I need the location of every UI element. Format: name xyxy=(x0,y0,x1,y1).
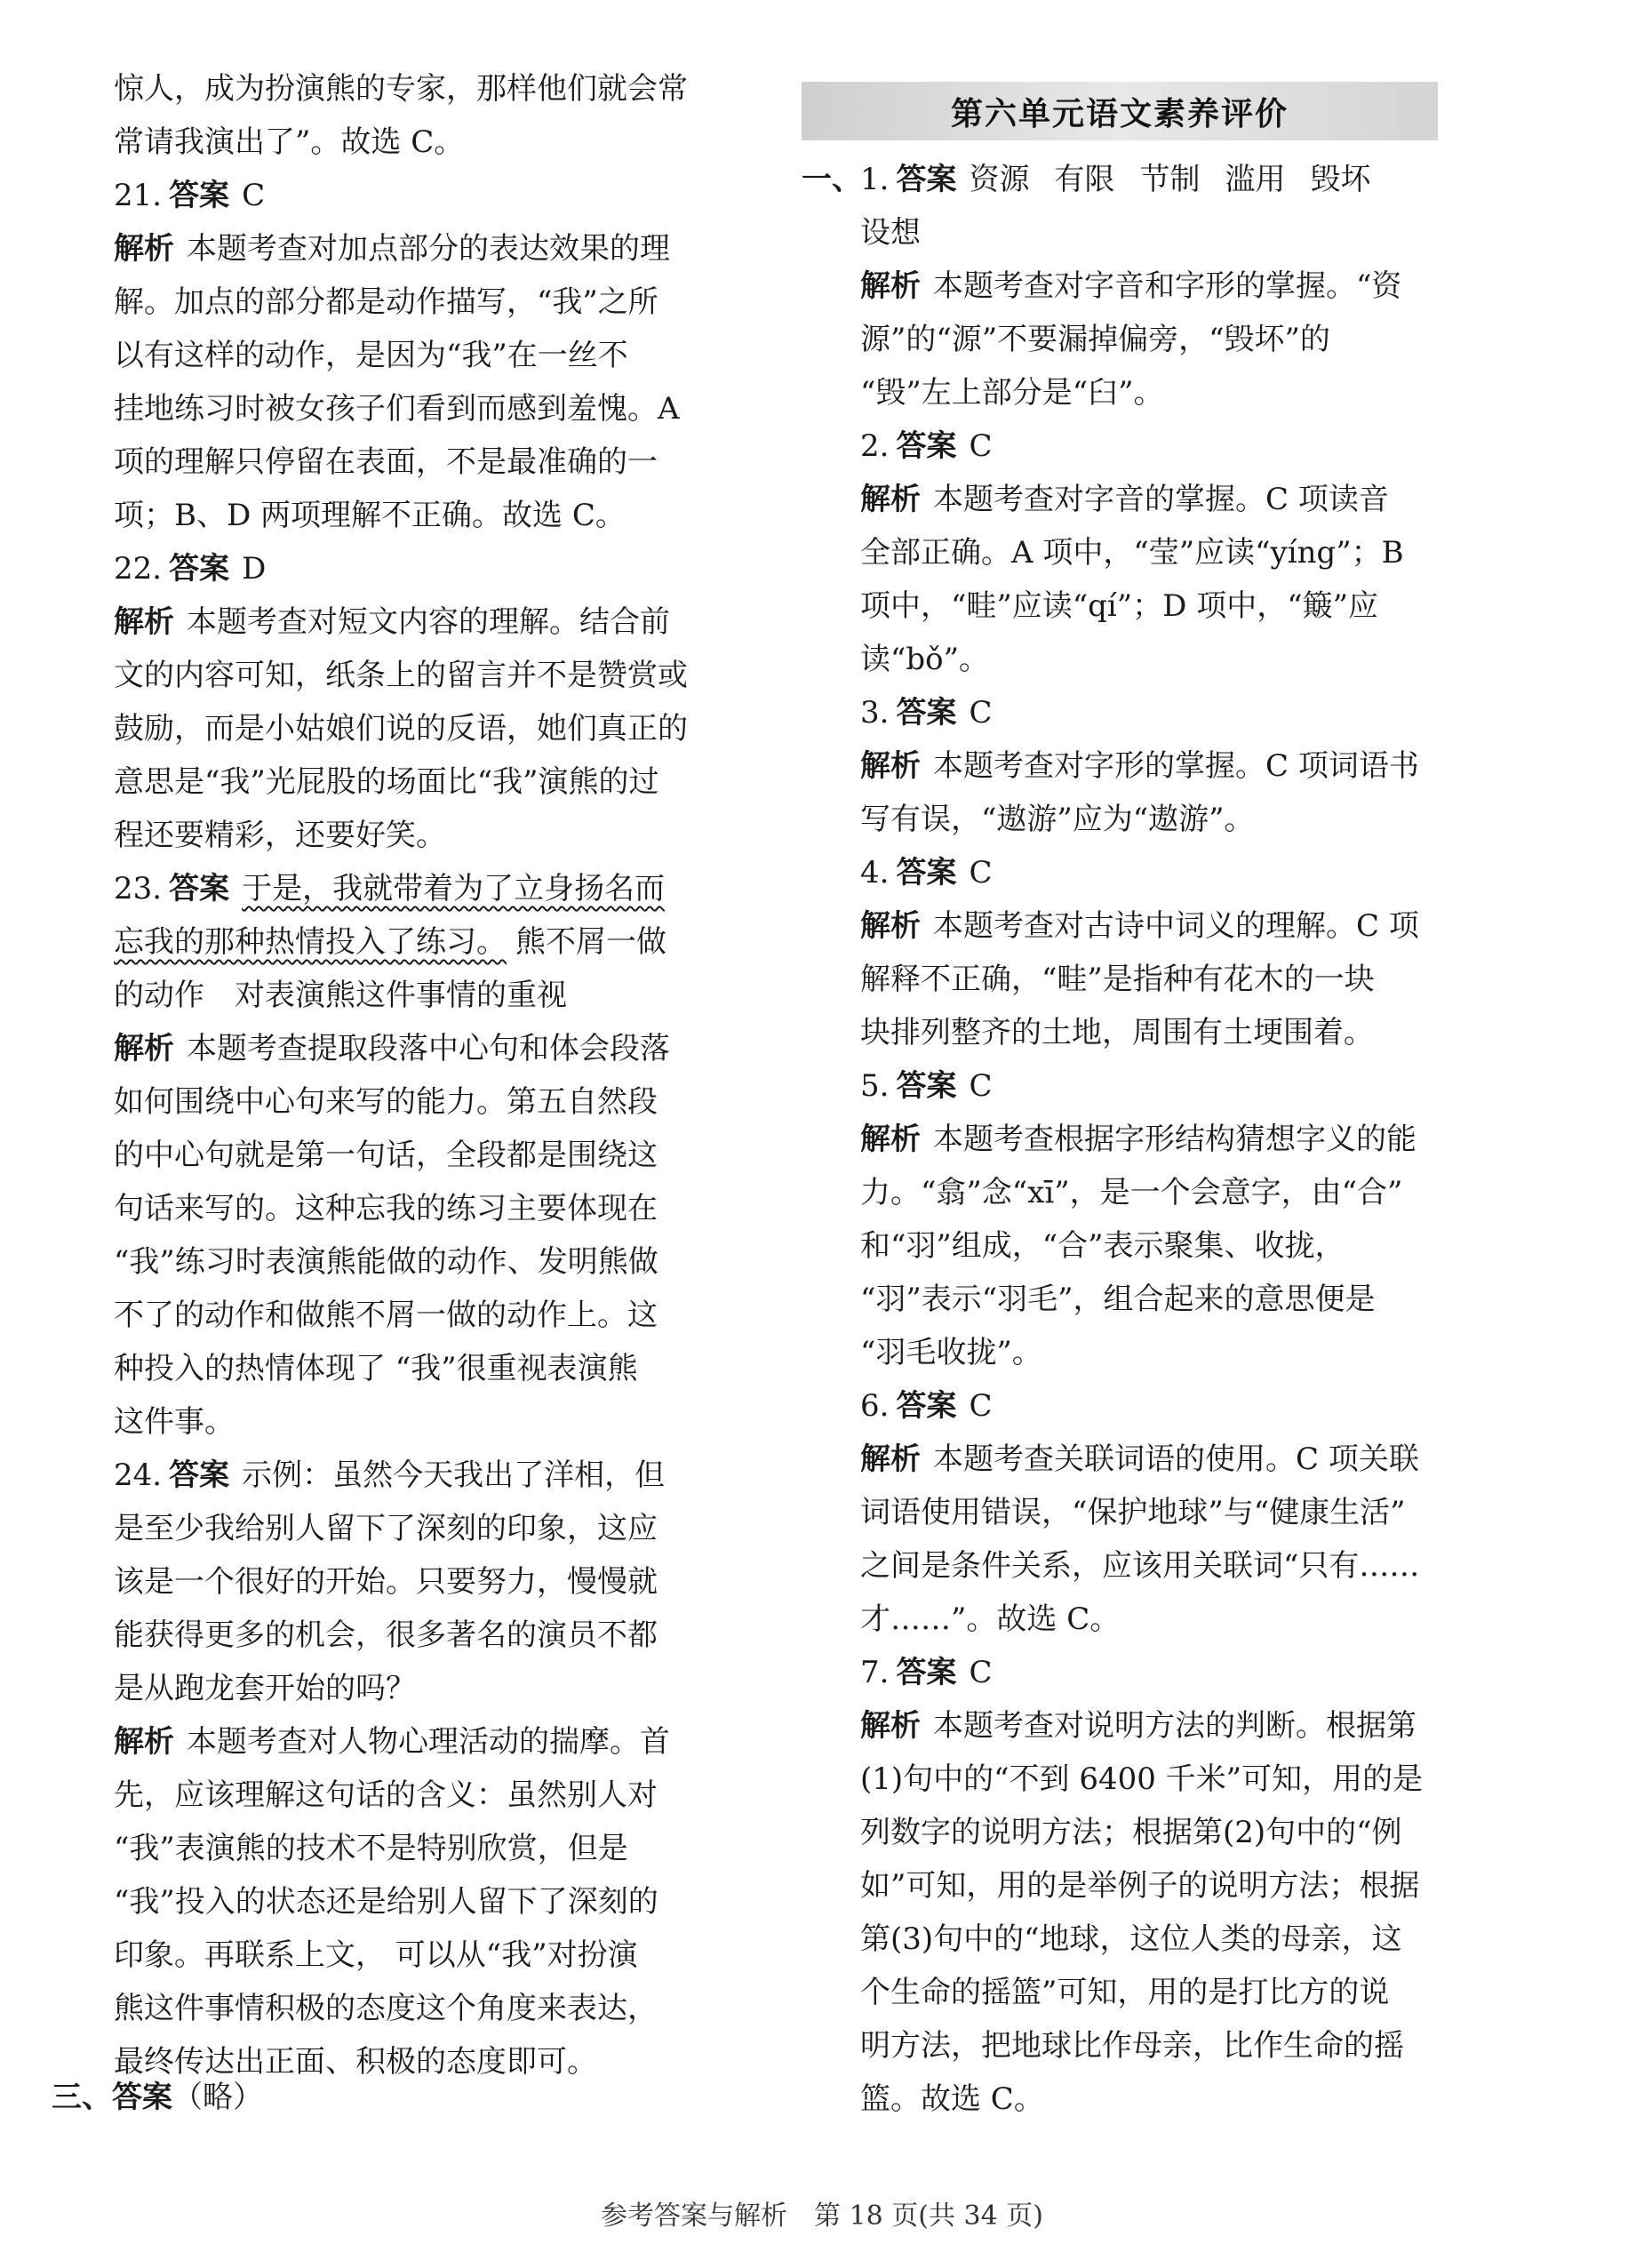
text-line: “羽”表示“羽毛”，组合起来的意思便是 xyxy=(860,1282,1376,1317)
question-number: 23. xyxy=(114,871,163,906)
unit-title: 第六单元语文素养评价 xyxy=(950,95,1289,132)
q1-answer xyxy=(802,153,1440,206)
answer-label: 答案 xyxy=(896,1655,957,1690)
analysis-text: 本题考查对古诗中词义的理解。C 项 xyxy=(933,908,1419,944)
q22-answer xyxy=(114,542,684,595)
analysis-text: 本题考查对字形的掌握。C 项词语书 xyxy=(933,748,1419,784)
text-line: 个生命的摇篮”可知，用的是打比方的说 xyxy=(860,1975,1390,2010)
text-line: 如何围绕中心句来写的能力。第五自然段 xyxy=(114,1084,658,1120)
answer-value: C xyxy=(969,695,993,731)
text-line: 如”可知，用的是举例子的说明方法；根据 xyxy=(860,1868,1420,1904)
answer-label: 答案 xyxy=(896,162,957,197)
question-number: 24. xyxy=(114,1457,163,1493)
unit-title-banner xyxy=(802,82,1438,140)
q24-analysis xyxy=(114,1715,684,1769)
q6-answer xyxy=(860,1379,1440,1433)
text-line: 是至少我给别人留下了深刻的印象，这应 xyxy=(114,1511,658,1546)
text-line: 鼓励，而是小姑娘们说的反语，她们真正的 xyxy=(114,711,688,747)
answer-word: 滥用 xyxy=(1225,162,1286,197)
analysis-label: 解析 xyxy=(860,748,921,784)
wavy-underlined-text: 于是，我就带着为了立身扬名而 xyxy=(242,871,666,906)
analysis-text: 本题考查对短文内容的理解。结合前 xyxy=(187,604,670,640)
text-line: 惊人，成为扮演熊的专家，那样他们就会常 xyxy=(114,71,688,107)
text-line: 之间是条件关系，应该用关联词“只有…… xyxy=(860,1548,1420,1584)
analysis-label: 解析 xyxy=(860,1708,921,1744)
answer-word: 资源 xyxy=(969,162,1030,197)
analysis-text: 本题考查对说明方法的判断。根据第 xyxy=(933,1708,1417,1744)
text-line: 力。“翕”念“xī”，是一个会意字，由“合” xyxy=(860,1175,1403,1210)
answer-value: C xyxy=(969,855,993,890)
text-line: 常请我演出了”。故选 C。 xyxy=(114,124,465,160)
answer-text: 示例：虽然今天我出了洋相，但 xyxy=(242,1457,666,1493)
question-number: 3. xyxy=(860,695,890,731)
answer-word: 节制 xyxy=(1139,162,1201,197)
analysis-text: 本题考查根据字形结构猜想字义的能 xyxy=(933,1122,1417,1157)
text-line: 不了的动作和做熊不屑一做的动作上。这 xyxy=(114,1298,658,1333)
analysis-text: 本题考查对字音的掌握。C 项读音 xyxy=(933,482,1389,517)
question-number: 4. xyxy=(860,855,890,890)
q4-answer xyxy=(860,846,1440,899)
text-line: 是从跑龙套开始的吗？ xyxy=(114,1671,416,1706)
answer-word: 有限 xyxy=(1054,162,1115,197)
q5-answer xyxy=(860,1059,1440,1113)
q2-analysis xyxy=(860,473,1440,526)
text-line: “我”表演熊的技术不是特别欣赏，但是 xyxy=(114,1831,628,1866)
text-line: 写有误，“遨游”应为“遨游”。 xyxy=(860,802,1255,837)
question-number: 6. xyxy=(860,1388,890,1424)
q5-analysis xyxy=(860,1113,1440,1166)
text-line: 最终传达出正面、积极的态度即可。 xyxy=(114,2044,597,2080)
text-line: 项；B、D 两项理解不正确。故选 C。 xyxy=(114,498,626,533)
text-line: 第(3)句中的“地球，这位人类的母亲，这 xyxy=(860,1921,1402,1957)
text-line: 的动作 对表演熊这件事情的重视 xyxy=(114,978,567,1013)
q1-analysis xyxy=(860,260,1440,313)
q2-answer xyxy=(860,419,1440,473)
text-line: “我”练习时表演熊能做的动作、发明熊做 xyxy=(114,1244,658,1280)
text-line: 全部正确。A 项中，“莹”应读“yíng”；B xyxy=(860,535,1404,571)
answer-label: 答案 xyxy=(896,1068,957,1104)
text-line: 以有这样的动作，是因为“我”在一丝不 xyxy=(114,338,628,373)
answer-value: C xyxy=(242,178,266,213)
analysis-label: 解析 xyxy=(114,1724,174,1760)
analysis-text: 本题考查对加点部分的表达效果的理 xyxy=(187,231,670,267)
text-line: 的中心句就是第一句话，全段都是围绕这 xyxy=(114,1138,658,1173)
q23-analysis xyxy=(114,1022,684,1075)
text-line: 列数字的说明方法；根据第(2)句中的“例 xyxy=(860,1815,1402,1850)
q21-analysis xyxy=(114,222,684,276)
analysis-label: 解析 xyxy=(114,1031,174,1066)
answer-value: D xyxy=(242,551,267,587)
text-line: 块排列整齐的土地，周围有土埂围着。 xyxy=(860,1015,1374,1050)
text-line: “羽毛收拢”。 xyxy=(860,1335,1042,1370)
section-number: 一、 xyxy=(802,162,862,197)
q3-answer xyxy=(860,686,1440,739)
answer-label: 答案 xyxy=(169,178,230,213)
text-line: 解释不正确，“畦”是指种有花木的一块 xyxy=(860,962,1375,997)
question-number: 2. xyxy=(860,428,890,464)
answer-label: 答案 xyxy=(896,695,957,731)
text-line: 和“羽”组成，“合”表示聚集、收拢， xyxy=(860,1228,1345,1264)
section-number: 三、 xyxy=(52,2080,112,2115)
answer-value: C xyxy=(969,1068,993,1104)
analysis-label: 解析 xyxy=(860,482,921,517)
answer-value: C xyxy=(969,1655,993,1690)
answer-label: 答案 xyxy=(169,871,230,906)
analysis-label: 解析 xyxy=(860,908,921,944)
q7-answer xyxy=(860,1646,1440,1699)
text-line: 项的理解只停留在表面，不是最准确的一 xyxy=(114,444,658,480)
text-line: 才……”。故选 C。 xyxy=(860,1601,1121,1637)
analysis-text: 本题考查关联词语的使用。C 项关联 xyxy=(933,1441,1419,1477)
q4-analysis xyxy=(860,899,1440,953)
answer-word: 设想 xyxy=(860,215,921,251)
text-line: 这件事。 xyxy=(114,1404,235,1440)
q6-analysis xyxy=(860,1433,1440,1486)
wavy-underlined-text: 忘我的那种热情投入了练习。 xyxy=(114,924,507,960)
text-line: 能获得更多的机会，很多著名的演员不都 xyxy=(114,1617,658,1653)
text-line: 明方法，把地球比作母亲，比作生命的摇 xyxy=(860,2028,1404,2064)
text-line: “毁”左上部分是“臼”。 xyxy=(860,375,1164,411)
answer-label: 答案 xyxy=(896,428,957,464)
question-number: 7. xyxy=(860,1655,890,1690)
analysis-label: 解析 xyxy=(114,604,174,640)
q21-answer xyxy=(114,169,684,222)
question-number: 5. xyxy=(860,1068,890,1104)
text-line: 文的内容可知，纸条上的留言并不是赞赏或 xyxy=(114,658,688,693)
answer-label: 答案 xyxy=(169,551,230,587)
text-line: 挂地练习时被女孩子们看到而感到羞愧。A xyxy=(114,391,680,427)
right-column xyxy=(802,153,1440,2126)
analysis-label: 解析 xyxy=(860,1122,921,1157)
question-number: 22. xyxy=(114,551,163,587)
q3-analysis xyxy=(860,739,1440,793)
q24-answer xyxy=(114,1449,684,1502)
text-line: 意思是“我”光屁股的场面比“我”演熊的过 xyxy=(114,764,659,800)
text-line: 程还要精彩，还要好笑。 xyxy=(114,818,446,853)
q23-answer xyxy=(114,862,684,915)
analysis-text: 本题考查对人物心理活动的揣摩。首 xyxy=(187,1724,670,1760)
question-number: 21. xyxy=(114,178,163,213)
text-line: 解。加点的部分都是动作描写，“我”之所 xyxy=(114,284,658,320)
analysis-text: 本题考查对字音和字形的掌握。“资 xyxy=(933,268,1402,304)
text-line: 篮。故选 C。 xyxy=(860,2081,1044,2117)
answer-value: C xyxy=(969,1388,993,1424)
page-footer: 参考答案与解析 第 18 页(共 34 页) xyxy=(601,2200,1043,2232)
text-line: “我”投入的状态还是给别人留下了深刻的 xyxy=(114,1884,658,1920)
analysis-label: 解析 xyxy=(860,268,921,304)
text-line: 印象。再联系上文， 可以从“我”对扮演 xyxy=(114,1937,638,1973)
section-3-answer xyxy=(52,2071,263,2124)
answer-label: 答案 xyxy=(896,855,957,890)
analysis-label: 解析 xyxy=(114,231,174,267)
q22-analysis xyxy=(114,595,684,649)
answer-value: （略） xyxy=(172,2080,263,2115)
answer-text: 熊不屑一做 xyxy=(515,924,666,960)
text-line: 项中，“畦”应读“qí”；D 项中，“簸”应 xyxy=(860,588,1378,624)
analysis-text: 本题考查提取段落中心句和体会段落 xyxy=(187,1031,670,1066)
answer-label: 答案 xyxy=(112,2080,172,2115)
q23-answer-cont xyxy=(114,915,684,969)
answer-word: 毁坏 xyxy=(1310,162,1371,197)
left-column xyxy=(114,62,688,2088)
question-number: 1. xyxy=(860,162,890,197)
text-line: 词语使用错误，“保护地球”与“健康生活” xyxy=(860,1495,1406,1530)
answer-label: 答案 xyxy=(169,1457,230,1493)
text-line: (1)句中的“不到 6400 千米”可知，用的是 xyxy=(860,1761,1424,1797)
text-line: 熊这件事情积极的态度这个角度来表达， xyxy=(114,1991,658,2026)
q7-analysis xyxy=(860,1699,1440,1753)
analysis-label: 解析 xyxy=(860,1441,921,1477)
text-line: 该是一个很好的开始。只要努力，慢慢就 xyxy=(114,1564,658,1600)
answer-value: C xyxy=(969,428,993,464)
text-line: 句话来写的。这种忘我的练习主要体现在 xyxy=(114,1191,658,1226)
text-line: 先，应该理解这句话的含义：虽然别人对 xyxy=(114,1777,658,1813)
text-line: 源”的“源”不要漏掉偏旁，“毁坏”的 xyxy=(860,322,1330,357)
text-line: 读“bǒ”。 xyxy=(860,642,989,677)
answer-label: 答案 xyxy=(896,1388,957,1424)
text-line: 种投入的热情体现了 “我”很重视表演熊 xyxy=(114,1351,638,1386)
